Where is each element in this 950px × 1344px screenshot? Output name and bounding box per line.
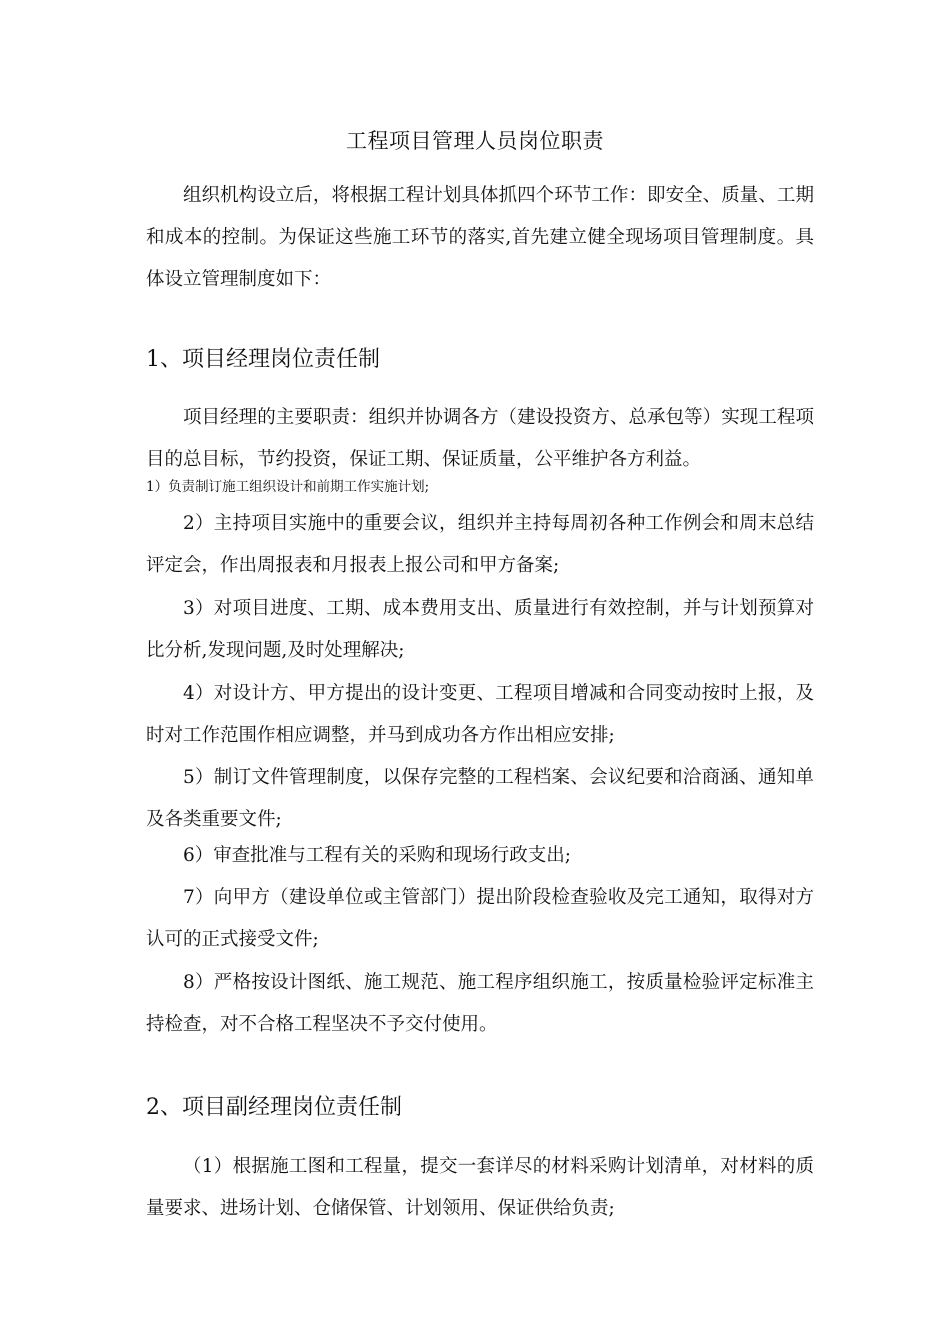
- section1-item-2: 2）主持项目实施中的重要会议，组织并主持每周初各种工作例会和周末总结评定会，作出周报表和月报表上报公司和甲方备案;: [146, 513, 814, 576]
- section1-item-3: 3）对项目进度、工期、成本费用支出、质量进行有效控制，并与计划预算对比分析,发现问题,及时处理解决;: [146, 598, 814, 661]
- document-title: 工程项目管理人员岗位职责: [346, 129, 604, 153]
- section1-main-duty: 项目经理的主要职责：组织并协调各方（建设投资方、总承包等）实现工程项目的总目标，节约投资，保证工期、保证质量，公平维护各方利益。: [146, 407, 814, 470]
- section1-item-1: 1）负责制订施工组织设计和前期工作实施计划;: [146, 479, 430, 495]
- section1-item-7: 7）向甲方（建设单位或主管部门）提出阶段检查验收及完工通知，取得对方认可的正式接受文件;: [146, 887, 814, 950]
- section1-item-5: 5）制订文件管理制度，以保存完整的工程档案、会议纪要和洽商涵、通知单及各类重要文件;: [146, 767, 814, 830]
- section2-heading: 2、项目副经理岗位责任制: [146, 1095, 402, 1120]
- section1-heading: 1、项目经理岗位责任制: [146, 347, 380, 372]
- section1-item-6: 6）审查批准与工程有关的采购和现场行政支出;: [183, 845, 572, 866]
- intro-paragraph: 组织机构设立后，将根据工程计划具体抓四个环节工作：即安全、质量、工期和成本的控制。为保证这些施工环节的落实,首先建立健全现场项目管理制度。具体设立管理制度如下：: [146, 185, 814, 290]
- section1-item-4: 4）对设计方、甲方提出的设计变更、工程项目增减和合同变动按时上报，及时对工作范围作相应调整，并马到成功各方作出相应安排;: [146, 683, 814, 746]
- section2-item-1: （1）根据施工图和工程量，提交一套详尽的材料采购计划清单，对材料的质量要求、进场计划、仓储保管、计划领用、保证供给负责;: [146, 1156, 814, 1219]
- section1-item-8: 8）严格按设计图纸、施工规范、施工程序组织施工，按质量检验评定标准主持检查，对不合格工程坚决不予交付使用。: [146, 972, 814, 1035]
